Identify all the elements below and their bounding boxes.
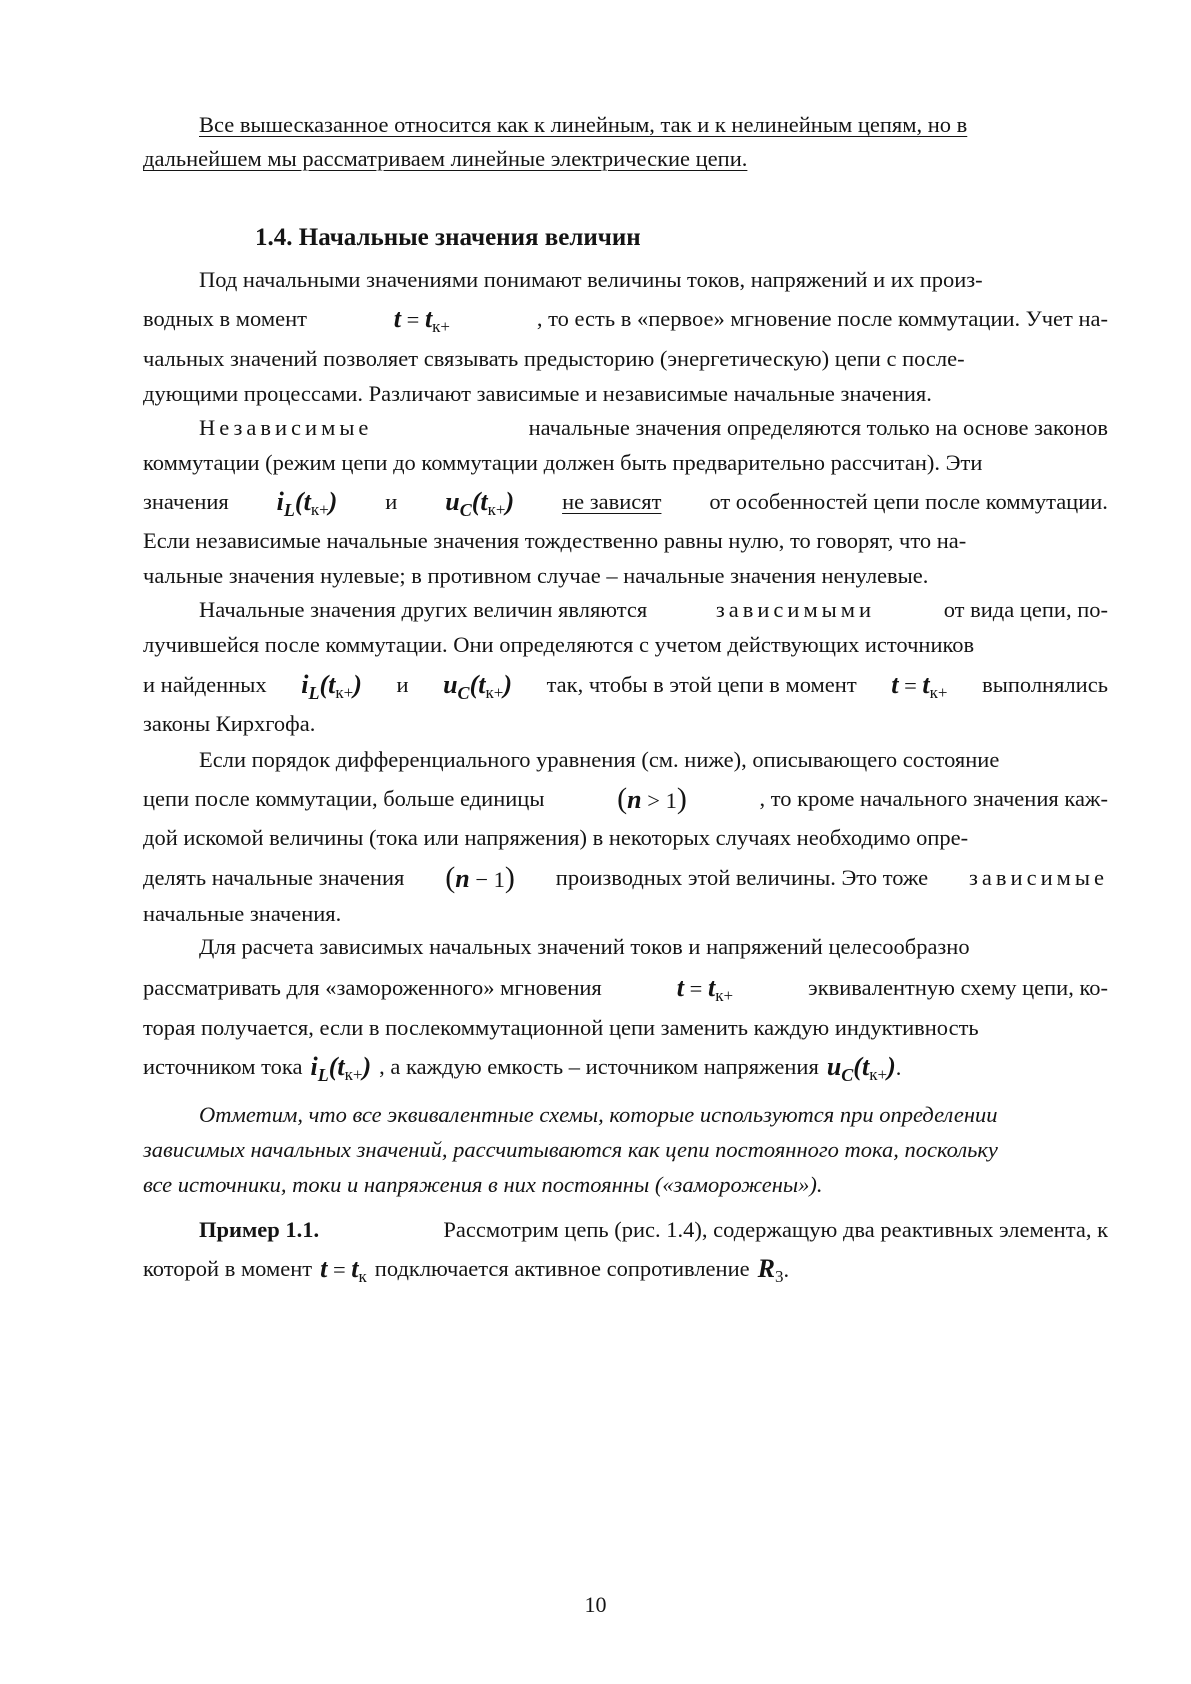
p1-line-1: Под начальными значениями понимают величины токов, напряжений и их произ-	[199, 267, 983, 292]
p2-line-2: коммутации (режим цепи до коммутации должен быть предварительно рассчитан). Эти	[143, 450, 983, 475]
formula-n-gt-1: (n > 1)	[617, 782, 687, 815]
formula-uC-tk-plus: $u_C(t_{к+})$	[443, 670, 512, 703]
top-note-line-1: Все вышесказанное относится как к линейным, так и к нелинейным цепям, но в	[199, 112, 968, 137]
page-number: 10	[584, 1592, 607, 1617]
formula-R3: $R_3$.	[757, 1254, 790, 1286]
p3-line-1: Начальные значения других величин являются зависимыми от вида цепи, по-	[199, 597, 1108, 622]
p5-line-4: источником тока $i_L(t_{к+})$ , а каждую емкость – источником напряжения $u_C(t_{к+})$.	[143, 1052, 1108, 1090]
p4-line-2: цепи после коммутации, больше единицы (n > 1) , то кроме начального значения каж-	[143, 782, 1108, 815]
p5-line-3: торая получается, если в послекоммутационной цепи заменить каждую индуктивность	[143, 1015, 979, 1040]
p4-line-4: делять начальные значения (n − 1) производных этой величины. Это тоже зависимые	[143, 861, 1108, 894]
p4-line-5: начальные значения.	[143, 901, 342, 926]
p5-line-1: Для расчета зависимых начальных значений токов и напряжений целесообразно	[199, 934, 970, 959]
formula-iL-tk-plus: $i_L(t_{к+})$	[301, 670, 362, 703]
p1-line-4: дующими процессами. Различают зависимые и независимые начальные значения.	[143, 381, 932, 406]
example-line-1: Пример 1.1. Рассмотрим цепь (рис. 1.4), содержащую два реактивных элемента, к	[199, 1215, 1108, 1245]
formula-uC-tk-plus: $u_C(t_{к+})$.	[826, 1052, 902, 1085]
example-label: Пример 1.1.	[199, 1217, 320, 1242]
example-line-2: которой в момент $t = t_к$ подключается активное сопротивление $R_3$.	[143, 1254, 1108, 1292]
note-line-3: все источники, токи и напряжения в них постоянны («заморожены»).	[143, 1172, 823, 1197]
p1-line-2: водных в момент $t = t_{к+}$ , то есть в «первое» мгновение после коммутации. Учет на-	[143, 304, 1108, 342]
formula-uC-tk-plus: $u_C(t_{к+})$	[445, 487, 515, 520]
formula-iL-tk-plus: $i_L(t_{к+})$	[276, 487, 338, 520]
p2-line-3: значения $i_L(t_{к+})$ и $u_C(t_{к+})$ не зависят от особенностей цепи после коммутации.	[143, 487, 1108, 525]
p3-line-2: лучившейся после коммутации. Они определяются с учетом действующих источников	[143, 632, 975, 657]
note-line-2: зависимых начальных значений, рассчитываются как цепи постоянного тока, поскольку	[143, 1137, 998, 1162]
note-line-1: Отметим, что все эквивалентные схемы, которые используются при определении	[199, 1102, 998, 1127]
p2-line-5: чальные значения нулевые; в противном случае – начальные значения ненулевые.	[143, 563, 929, 588]
p2-line-4: Если независимые начальные значения тождественно равны нулю, то говорят, что на-	[143, 528, 967, 553]
p4-line-3: дой искомой величины (тока или напряжения) в некоторых случаях необходимо опре-	[143, 825, 969, 850]
formula-iL-tk-plus: $i_L(t_{к+})$	[310, 1052, 372, 1085]
p3-line-4: законы Кирхгофа.	[143, 711, 316, 736]
p3-line-3: и найденных $i_L(t_{к+})$ и $u_C(t_{к+})$ так, чтобы в этой цепи в момент $t = t_{к+}$ выполнялись	[143, 670, 1108, 708]
formula-t-eq-tk-plus: $t = t_{к+}$	[891, 670, 948, 702]
p4-line-1: Если порядок дифференциального уравнения (см. ниже), описывающего состояние	[199, 747, 1000, 772]
formula-t-eq-tk-plus: $t = t_{к+}$	[393, 304, 451, 336]
formula-t-eq-tk-plus: $t = t_{к+}$	[676, 973, 734, 1005]
section-heading: 1.4. Начальные значения величин	[255, 224, 641, 251]
p5-line-2: рассматривать для «замороженного» мгновения $t = t_{к+}$ эквивалентную схему цепи, ко-	[143, 973, 1108, 1011]
p1-line-3: чальных значений позволяет связывать предысторию (энергетическую) цепи с после-	[143, 346, 965, 371]
top-note-line-2: дальнейшем мы рассматриваем линейные электрические цепи.	[143, 146, 748, 171]
formula-t-eq-tk: $t = t_к$	[320, 1254, 367, 1286]
formula-n-minus-1: (n − 1)	[445, 861, 515, 894]
p2-line-1: Независимые начальные значения определяются только на основе законов	[199, 415, 1108, 440]
